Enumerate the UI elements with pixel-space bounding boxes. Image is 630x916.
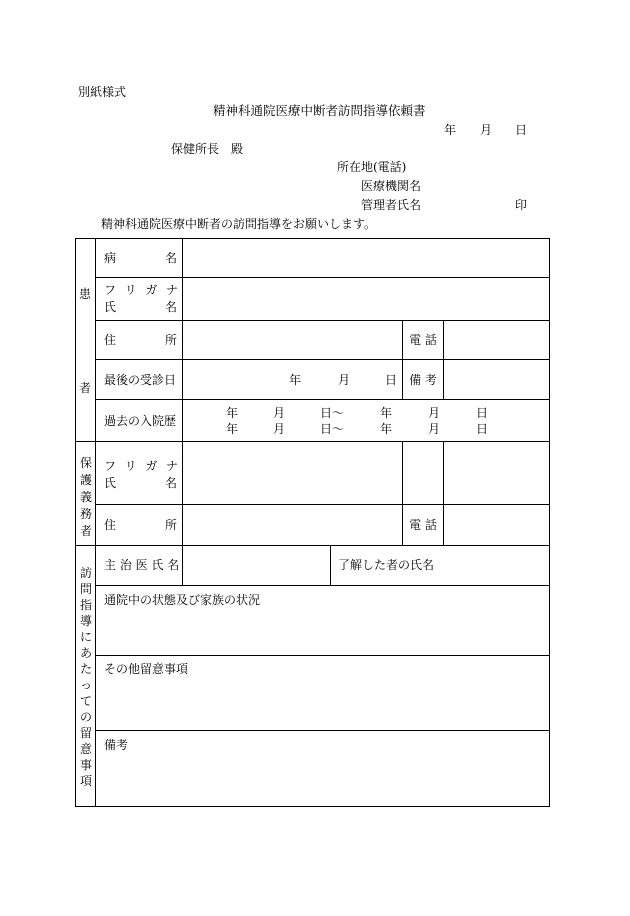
addressee: 保健所長 殿: [171, 142, 244, 156]
patient-remarks-label: 備 考: [409, 373, 437, 387]
history-2-from-day: 日〜: [320, 422, 345, 436]
manager-label: 管理者氏名: [361, 198, 422, 212]
last-visit-month: 月: [338, 373, 351, 387]
history-2-to-year: 年: [380, 422, 393, 436]
notes-remarks-label: 備考: [104, 738, 129, 752]
date-month: 月: [480, 123, 493, 137]
guardian-section-label: 保 護 義 務 者: [79, 456, 92, 538]
form-label: 別紙様式: [78, 85, 127, 99]
request-text: 精神科通院医療中断者の訪問指導をお願いします。: [101, 217, 377, 231]
guardian-name-label-b: 名: [165, 476, 178, 490]
history-1-to-month: 月: [428, 406, 441, 420]
institution-label: 医療機関名: [361, 179, 422, 193]
last-visit-year: 年: [289, 373, 302, 387]
history-2-from-month: 月: [273, 422, 286, 436]
date-day: 日: [515, 123, 528, 137]
patient-address-label-b: 所: [165, 333, 178, 347]
patient-furigana-label: フ リ ガ ナ: [104, 283, 178, 297]
other-notes-label: その他留意事項: [104, 662, 189, 676]
disease-label-b: 名: [165, 251, 178, 265]
consent-name-label: 了解した者の氏名: [338, 558, 435, 572]
status-label: 通院中の状態及び家族の状況: [104, 593, 261, 607]
patient-section-label-2: 者: [79, 381, 92, 395]
history-1-to-year: 年: [380, 406, 393, 420]
patient-name-label-a: 氏: [104, 300, 117, 314]
history-2-to-month: 月: [428, 422, 441, 436]
history-2-to-day: 日: [476, 422, 489, 436]
form-title: 精神科通院医療中断者訪問指導依頼書: [213, 103, 426, 118]
guardian-address-label-a: 住: [104, 518, 117, 532]
patient-name-label-b: 名: [165, 300, 178, 314]
patient-phone-label: 電 話: [409, 333, 437, 347]
history-label: 過去の入院歴: [104, 414, 177, 428]
history-1-to-day: 日: [476, 406, 489, 420]
history-1-from-year: 年: [226, 406, 239, 420]
seal-mark: 印: [515, 198, 528, 212]
history-2-from-year: 年: [226, 422, 239, 436]
notes-section-label: 訪 問 指 導 に あ た っ て の 留 意 事 項: [79, 566, 92, 788]
disease-label-a: 病: [104, 251, 117, 265]
address-label: 所在地(電話): [337, 160, 407, 174]
guardian-address-label-b: 所: [165, 518, 178, 532]
patient-address-label-a: 住: [104, 333, 117, 347]
doctor-name-label: 主 治 医 氏 名: [104, 558, 180, 572]
last-visit-day: 日: [385, 373, 398, 387]
date-year: 年: [444, 123, 457, 137]
history-1-from-month: 月: [273, 406, 286, 420]
guardian-furigana-label: フ リ ガ ナ: [104, 459, 178, 473]
guardian-phone-label: 電 話: [409, 518, 437, 532]
guardian-name-label-a: 氏: [104, 476, 117, 490]
last-visit-label: 最後の受診日: [104, 373, 177, 387]
history-1-from-day: 日〜: [320, 406, 345, 420]
patient-section-label: 患: [79, 287, 92, 301]
